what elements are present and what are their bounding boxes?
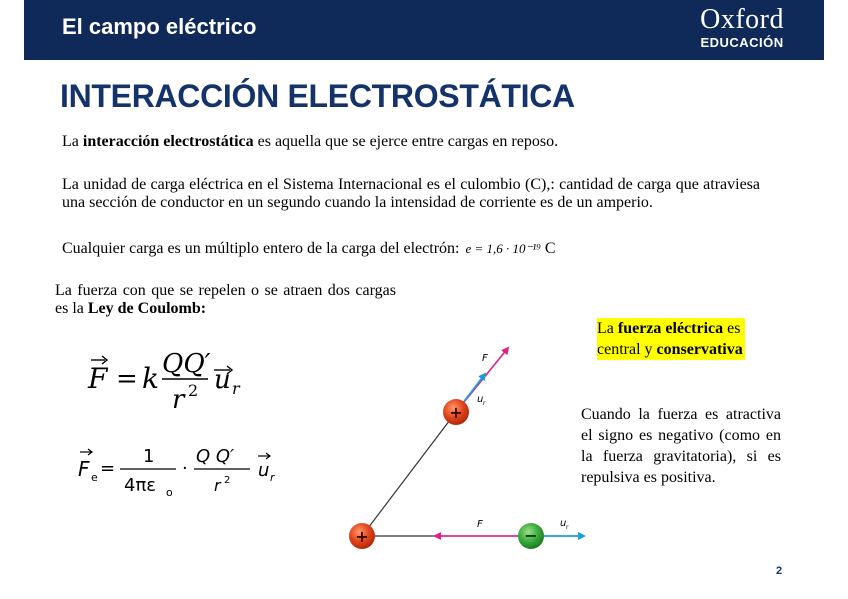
oxford-logo <box>700 6 784 50</box>
unit-subscript: r <box>232 379 240 398</box>
electron-charge-equation: e = 1,6 · 10⁻¹⁹ <box>465 241 541 256</box>
force-symbol: F <box>78 457 90 481</box>
unit-sub-lower: r <box>566 524 569 531</box>
distance-exponent: 2 <box>224 475 231 486</box>
coulomb-paragraph <box>55 282 396 318</box>
brand-name: Oxford <box>700 4 784 35</box>
equals-sign: = <box>116 364 138 394</box>
plus-sign: + <box>355 527 369 546</box>
unit-subscript: r <box>270 471 275 484</box>
bold-term: interacción electrostática <box>82 133 254 150</box>
force-subscript: e <box>91 471 98 484</box>
unit-label-lower: u <box>560 518 567 529</box>
text-segment: es <box>723 320 741 337</box>
unit-vector: u <box>214 365 231 395</box>
slide-title: INTERACCIÓN ELECTROSTÁTICA <box>60 78 575 114</box>
bold-term: Ley de Coulomb: <box>87 300 207 317</box>
highlight-line-2 <box>597 339 743 360</box>
force-symbol: F <box>88 362 108 395</box>
text-segment: Cualquier carga es un múltiplo entero de la carga del electrón: <box>62 240 460 257</box>
force-label-upper: F <box>482 353 488 364</box>
coulomb-law-formula <box>82 342 262 414</box>
electron-charge-paragraph <box>62 240 555 258</box>
highlight-line-1 <box>597 318 743 339</box>
bold-term: fuerza eléctrica <box>617 320 724 337</box>
text-segment: La <box>62 133 83 150</box>
text-segment: es aquella que se ejerce entre cargas en reposo. <box>253 133 559 150</box>
equals-sign: = <box>100 458 116 479</box>
constant-k: k <box>142 362 159 395</box>
denominator-text: 4πε <box>124 475 157 496</box>
exponent: 2 <box>188 381 199 400</box>
text-segment: La <box>597 320 618 337</box>
unit-sub-upper: r <box>483 400 486 407</box>
epsilon-subscript: o <box>166 486 173 499</box>
charge-unit: C <box>544 240 556 257</box>
bold-term: conservativa <box>656 341 743 358</box>
force-label-lower: F <box>477 519 483 530</box>
sign-note: Cuando la fuerza es atractiva el signo es negativo (como en la fuerza gravitatoria), si es repulsiva es positiva. <box>581 406 781 486</box>
denominator: r <box>172 385 185 414</box>
numerator-charges: Q Q′ <box>196 446 235 467</box>
definition-paragraph <box>62 133 558 151</box>
numerator: QQ′ <box>162 349 211 379</box>
page-number: 2 <box>776 565 783 577</box>
unit-paragraph: La unidad de carga eléctrica en el Sistema Internacional es el culombio (C),: cantidad de carga que atraviesa una sección de conductor en un segundo cuando la intensidad de corriente es de un amperio. <box>62 176 760 211</box>
unit-vector: u <box>258 460 270 481</box>
distance-symbol: r <box>214 476 221 495</box>
header-bar <box>24 0 824 60</box>
highlight-note <box>597 318 745 360</box>
charges-force-diagram <box>340 340 600 555</box>
plus-sign: + <box>449 403 463 422</box>
unit-label-upper: u <box>477 394 484 405</box>
separation-line-upper <box>362 412 456 536</box>
text-segment: La fuerza con que se repelen o se atraen dos cargas es la <box>55 282 396 317</box>
multiply-dot: · <box>182 458 188 479</box>
numerator-one: 1 <box>143 446 155 467</box>
coulomb-law-formula-vacuum <box>76 440 296 504</box>
text-segment: central y <box>597 341 657 358</box>
minus-sign: − <box>524 526 538 545</box>
brand-sub: EDUCACIÓN <box>700 35 784 50</box>
chapter-title: El campo eléctrico <box>62 14 257 39</box>
